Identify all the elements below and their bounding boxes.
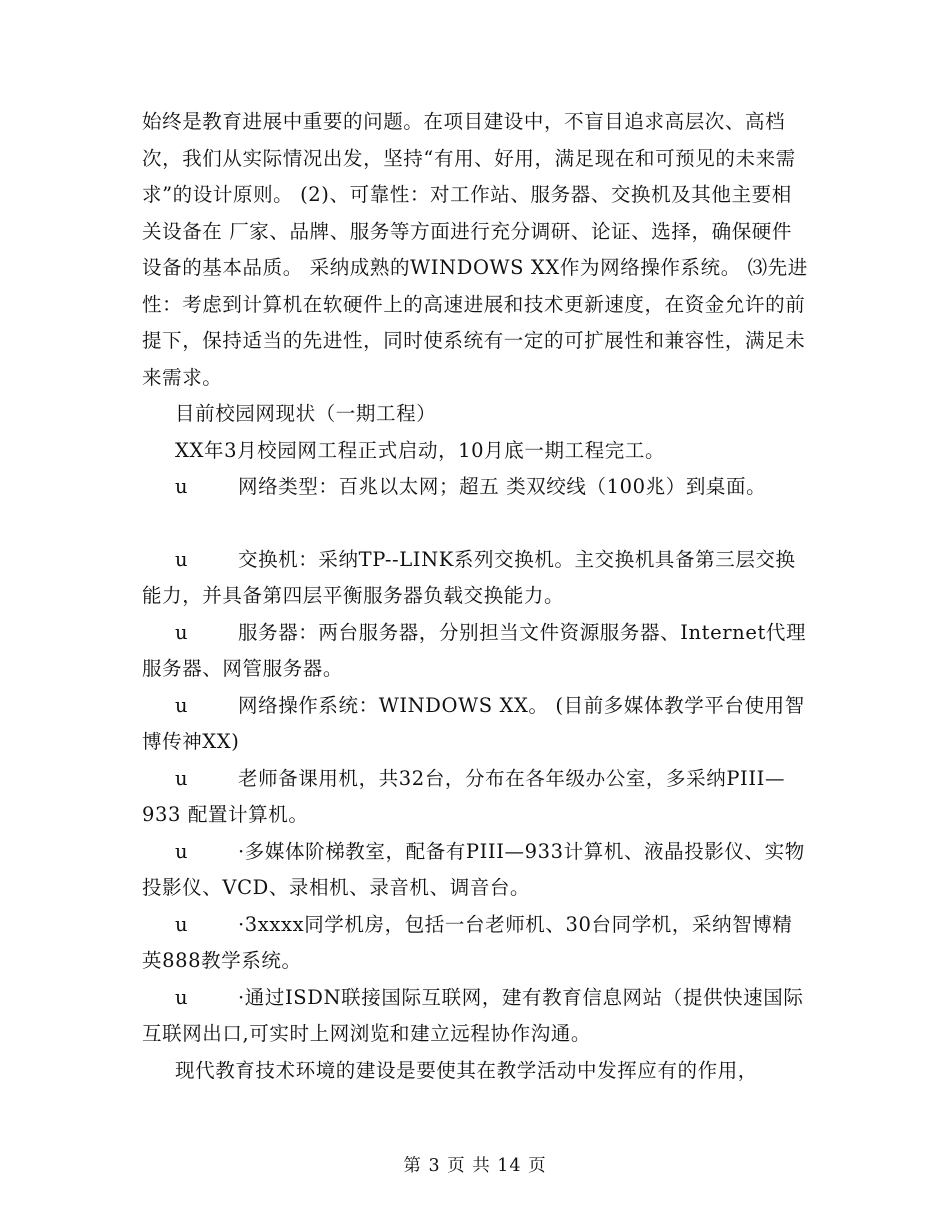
bullet-item bbox=[142, 980, 810, 1053]
bullet-marker: u bbox=[175, 839, 189, 863]
closing-paragraph: 现代教育技术环境的建设是要使其在教学活动中发挥应有的作用， bbox=[175, 1058, 758, 1082]
bullet-text: 交换机：采纳TP--LINK系列交换机。主交换机具备第三层交换能力，并具备第四层平衡服务器负载交换能力。 bbox=[142, 547, 796, 607]
bullet-text: ·3xxxx同学机房，包括一台老师机、30台同学机，采纳智博精英888教学系统。 bbox=[142, 912, 793, 972]
blank-line bbox=[142, 506, 810, 542]
bullet-item bbox=[142, 907, 810, 980]
bullet-marker: u bbox=[175, 693, 189, 717]
body-paragraph: 始终是教育进展中重要的问题。在项目建设中，不盲目追求高层次、高档次，我们从实际情况出发，坚持“有用、好用，满足现在和可预见的未来需求”的设计原则。 (2)、可靠性：对工作站、服务器、交换机及其他主要相关设备在 厂家、品牌、服务等方面进行充分调研、论证、选择，确保硬件设备的基本品质。 采纳成熟的WINDOWS XX作为网络操作系统。 ⑶先进性：考虑到计算机在软硬件上的高速进展和技术更新速度，在资金允许的前提下，保持适当的先进性，同时使系统有一定的可扩展性和兼容性，满足未来需求。 bbox=[142, 110, 808, 389]
intro-paragraph: XX年3月校园网工程正式启动，10月底一期工程完工。 bbox=[175, 438, 666, 462]
bullet-marker: u bbox=[175, 547, 189, 571]
bullet-marker: u bbox=[175, 985, 189, 1009]
bullet-marker: u bbox=[175, 766, 189, 790]
document-body bbox=[142, 104, 810, 1089]
bullet-marker: u bbox=[175, 620, 189, 644]
bullet-item bbox=[142, 469, 810, 506]
section-heading: 目前校园网现状（一期工程） bbox=[175, 402, 437, 425]
bullet-marker: u bbox=[175, 475, 189, 498]
bullet-text: ·多媒体阶梯教室，配备有PIII—933计算机、液晶投影仪、实物投影仪、VCD、录相机、录音机、调音台。 bbox=[142, 839, 805, 899]
bullet-text: 网络类型：百兆以太网；超五 类双绞线（100兆）到桌面。 bbox=[238, 475, 767, 498]
bullet-item bbox=[142, 688, 810, 761]
bullet-item bbox=[142, 542, 810, 615]
bullet-text: ·通过ISDN联接国际互联网，建有教育信息网站（提供快速国际互联网出口,可实时上网浏览和建立远程协作沟通。 bbox=[142, 985, 804, 1045]
bullet-text: 服务器：两台服务器，分别担当文件资源服务器、Internet代理服务器、网管服务器。 bbox=[142, 620, 807, 680]
page-number-footer: 第 3 页 共 14 页 bbox=[403, 1156, 547, 1176]
bullet-item bbox=[142, 761, 810, 834]
bullet-item bbox=[142, 615, 810, 688]
bullet-item bbox=[142, 834, 810, 907]
bullet-text: 老师备课用机，共32台，分布在各年级办公室，多采纳PIII—933 配置计算机。 bbox=[142, 766, 786, 826]
bullet-marker: u bbox=[175, 912, 189, 936]
bullet-text: 网络操作系统：WINDOWS XX。 (目前多媒体教学平台使用智博传神XX) bbox=[142, 693, 805, 753]
